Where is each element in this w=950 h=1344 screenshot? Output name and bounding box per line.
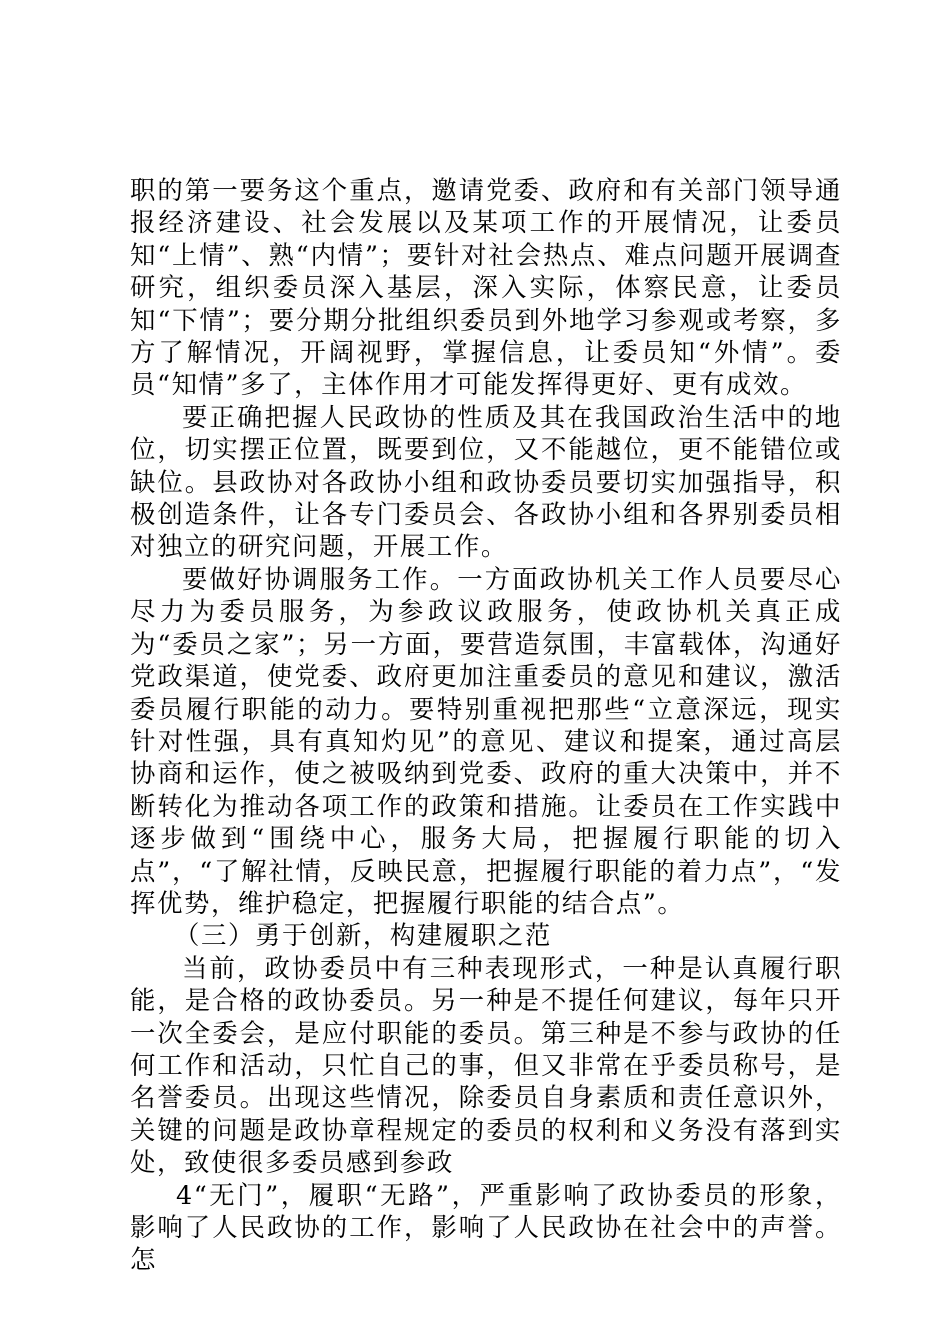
paragraph-position: 要正确把握人民政协的性质及其在我国政治生活中的地位，切实摆正位置，既要到位，又不能越位，更不能错位或缺位。县政协对各政协小组和政协委员要切实加强指导，积极创造条件，让各专门委员会、各政协小组和各界别委员相对独立的研究问题，开展工作。 bbox=[130, 401, 842, 562]
paragraph-continuation: 职的第一要务这个重点，邀请党委、政府和有关部门领导通报经济建设、社会发展以及某项工作的开展情况，让委员知“上情”、熟“内情”；要针对社会热点、难点问题开展调查研究，组织委员深入基层，深入实际，体察民意，让委员知“下情”；要分期分批组织委员到外地学习参观或考察，多方了解情况，开阔视野，掌握信息，让委员知“外情”。委员“知情”多了，主体作用才可能发挥得更好、更有成效。 bbox=[130, 175, 842, 400]
paragraph-coordination-service: 要做好协调服务工作。一方面政协机关工作人员要尽心尽力为委员服务，为参政议政服务，使政协机关真正成为“委员之家”；另一方面，要营造氛围，丰富载体，沟通好党政渠道，使党委、政府更加注重委员的意见和建议，激活委员履行职能的动力。要特别重视把那些“立意深远，现实针对性强，具有真知灼见”的意见、建议和提案，通过高层协商和运作，使之被吸纳到党委、政府的重大决策中，并不断转化为推动各项工作的政策和措施。让委员在工作实践中逐步做到“围绕中心，服务大局，把握履行职能的切入点”，“了解社情，反映民意，把握履行职能的着力点”，“发挥优势，维护稳定，把握履行职能的结合点”。 bbox=[130, 563, 842, 918]
paragraph-member-types: 当前，政协委员中有三种表现形式，一种是认真履行职能，是合格的政协委员。另一种是不提任何建议，每年只开一次全委会，是应付职能的委员。第三种是不参与政协的任何工作和活动，只忙自己的事，但又非常在乎委员称号，是名誉委员。出现这些情况，除委员自身素质和责任意识外，关键的问题是政协章程规定的委员的权利和义务没有落到实处，致使很多委员感到参政 bbox=[130, 952, 842, 1178]
paragraph-page-break-continuation: 4“无门”，履职“无路”，严重影响了政协委员的形象，影响了人民政协的工作，影响了人民政协在社会中的声誉。怎 bbox=[130, 1179, 842, 1275]
section-heading-innovation: （三）勇于创新，构建履职之范 bbox=[174, 920, 552, 951]
document-body bbox=[130, 174, 842, 1276]
